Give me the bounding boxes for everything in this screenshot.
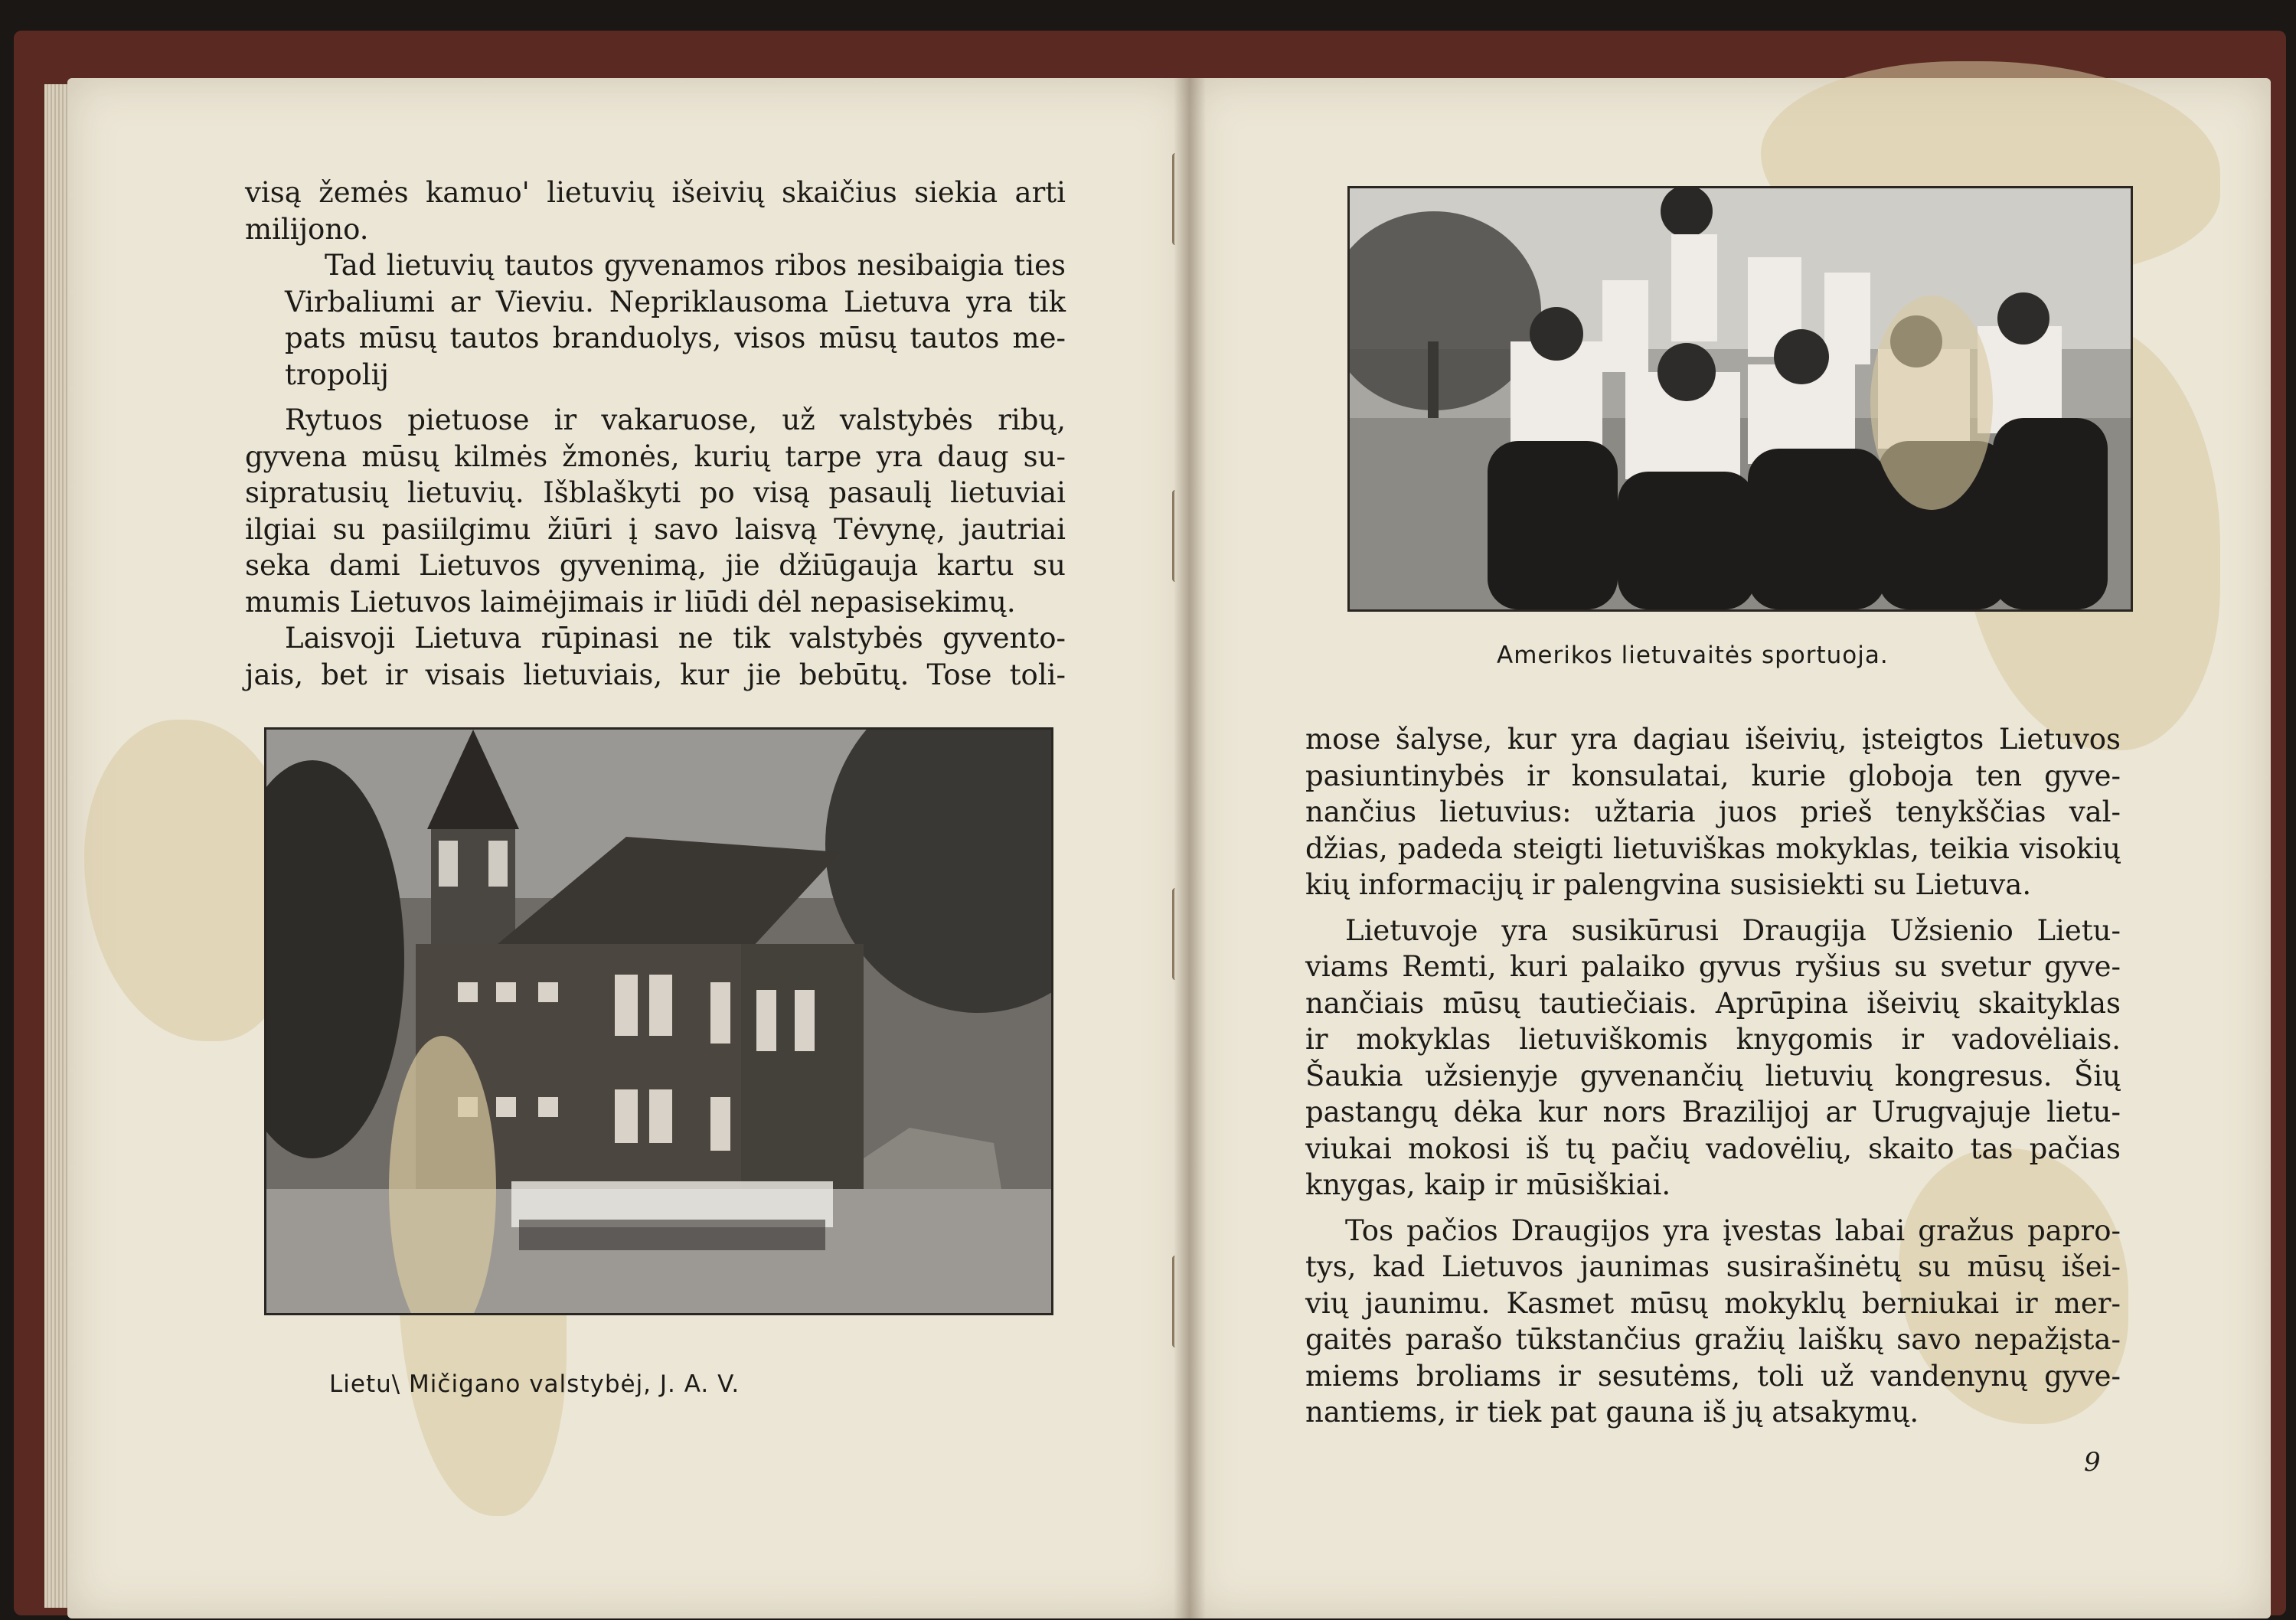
text-line: ir mokyklas lietuviškomis knygomis ir vadovėliais. (1305, 1023, 2121, 1056)
girls-photo-caption: Amerikos lietuvaitės sportuoja. (1497, 642, 1889, 669)
school-photo-caption: Lietu\ Mičigano valstybėj, J. A. V. (329, 1370, 740, 1398)
school-photo-illustration (266, 730, 1051, 1313)
binding-stitch (1172, 490, 1181, 582)
text-line: Šaukia užsienyje gyvenančių lietuvių kongresus. Šių (1305, 1059, 2121, 1093)
text-line: Laisvoji Lietuva rūpinasi ne tik valstybės gyvento- (285, 622, 1066, 655)
girls-sport-photo (1347, 186, 2133, 612)
text-line: džias, padeda steigti lietuviškas mokyklas, teikia visokių (1305, 831, 2121, 865)
text-line: pats mūsų tautos branduolys, visos mūsų tautos me- (285, 322, 1066, 354)
text-line: viukai mokosi iš tų pačių vadovėlių, skaito tas pačias (1305, 1132, 2121, 1165)
text-line: mose šalyse, kur yra dagiau išeivių, įsteigtos Lietuvos (1305, 723, 2121, 756)
text-line: Rytuos pietuose ir vakaruose, už valstybės ribų, (285, 403, 1066, 436)
right-paragraph-1 (1305, 721, 2121, 903)
text-line: viams Remti, kuri palaiko gyvus ryšius su svetur gyve- (1305, 950, 2121, 983)
right-page-text (1305, 721, 2121, 1431)
text-line: knygas, kaip ir mūsiškiai. (1305, 1168, 1671, 1201)
text-line: pasiuntinybės ir konsulatai, kurie globoja ten gyve- (1305, 759, 2121, 792)
text-line: gyvena mūsų kilmės žmonės, kurių tarpe yra daug su- (245, 439, 1066, 473)
binding-stitch (1172, 888, 1181, 980)
text-line: milijono. (245, 212, 369, 246)
text-line: vių jaunimu. Kasmet mūsų mokyklų berniukai ir mer- (1305, 1286, 2121, 1320)
girls-photo-illustration (1350, 188, 2131, 609)
text-line: seka dami Lietuvos gyvenimą, jie džiūgauja kartu su (245, 549, 1066, 582)
left-paragraph-3 (245, 402, 1066, 620)
text-line: Lietuvoje yra susikūrusi Draugija Užsienio Lietu- (1345, 913, 2121, 947)
text-line: sipratusių lietuvių. Išblaškyti po visą pasaulį lietuviai (245, 476, 1066, 509)
text-line: mumis Lietuvos laimėjimais ir liūdi dėl nepasisekimų. (245, 585, 1016, 619)
text-line: nantiems, ir tiek pat gauna iš jų atsakymų. (1305, 1396, 1919, 1429)
text-line: Virbaliumi ar Vieviu. Nepriklausoma Lietuva yra tik (285, 285, 1066, 318)
book-gutter (1174, 78, 1206, 1618)
text-line: pastangų dėka kur nors Brazilijoj ar Urugvajuje lietu- (1305, 1096, 2121, 1128)
page-number: 9 (2084, 1447, 2101, 1478)
binding-stitch (1172, 153, 1181, 245)
text-line: kių informacijų ir palengvina susisiekti su Lietuva. (1305, 868, 2032, 901)
text-line: Tad lietuvių tautos gyvenamos ribos nesibaigia ties (325, 249, 1066, 282)
text-line: jais, bet ir visais lietuviais, kur jie bebūtų. Tose toli- (245, 658, 1066, 691)
right-paragraph-3 (1305, 1213, 2121, 1431)
text-line: tys, kad Lietuvos jaunimas susirašinėtų su mūsų išei- (1305, 1250, 2121, 1283)
text-line: gaitės parašo tūkstančius gražių laiškų savo nepažįsta- (1305, 1323, 2121, 1356)
left-paragraph-2 (245, 247, 1066, 393)
binding-stitch (1172, 1256, 1181, 1347)
text-line: tropolij (285, 358, 389, 391)
text-line: visą žemės kamuo' lietuvių išeivių skaičius siekia arti (245, 176, 1066, 209)
text-line: ilgiai su pasiilgimu žiūri į savo laisvą Tėvynę, jautriai (245, 512, 1066, 546)
school-building-photo (264, 727, 1053, 1315)
left-page-text (245, 175, 1066, 693)
left-paragraph-4 (245, 620, 1066, 693)
text-line: nančiais mūsų tautiečiais. Aprūpina išeivių skaityklas (1305, 986, 2121, 1020)
text-line: nančius lietuvius: užtaria juos prieš tenykščias val- (1305, 795, 2121, 828)
right-paragraph-2 (1305, 913, 2121, 1204)
left-paragraph-1 (245, 175, 1066, 247)
text-line: miems broliams ir sesutėms, toli už vandenynų gyve- (1305, 1359, 2121, 1393)
text-line: Tos pačios Draugijos yra įvestas labai gražus papro- (1345, 1213, 2121, 1247)
